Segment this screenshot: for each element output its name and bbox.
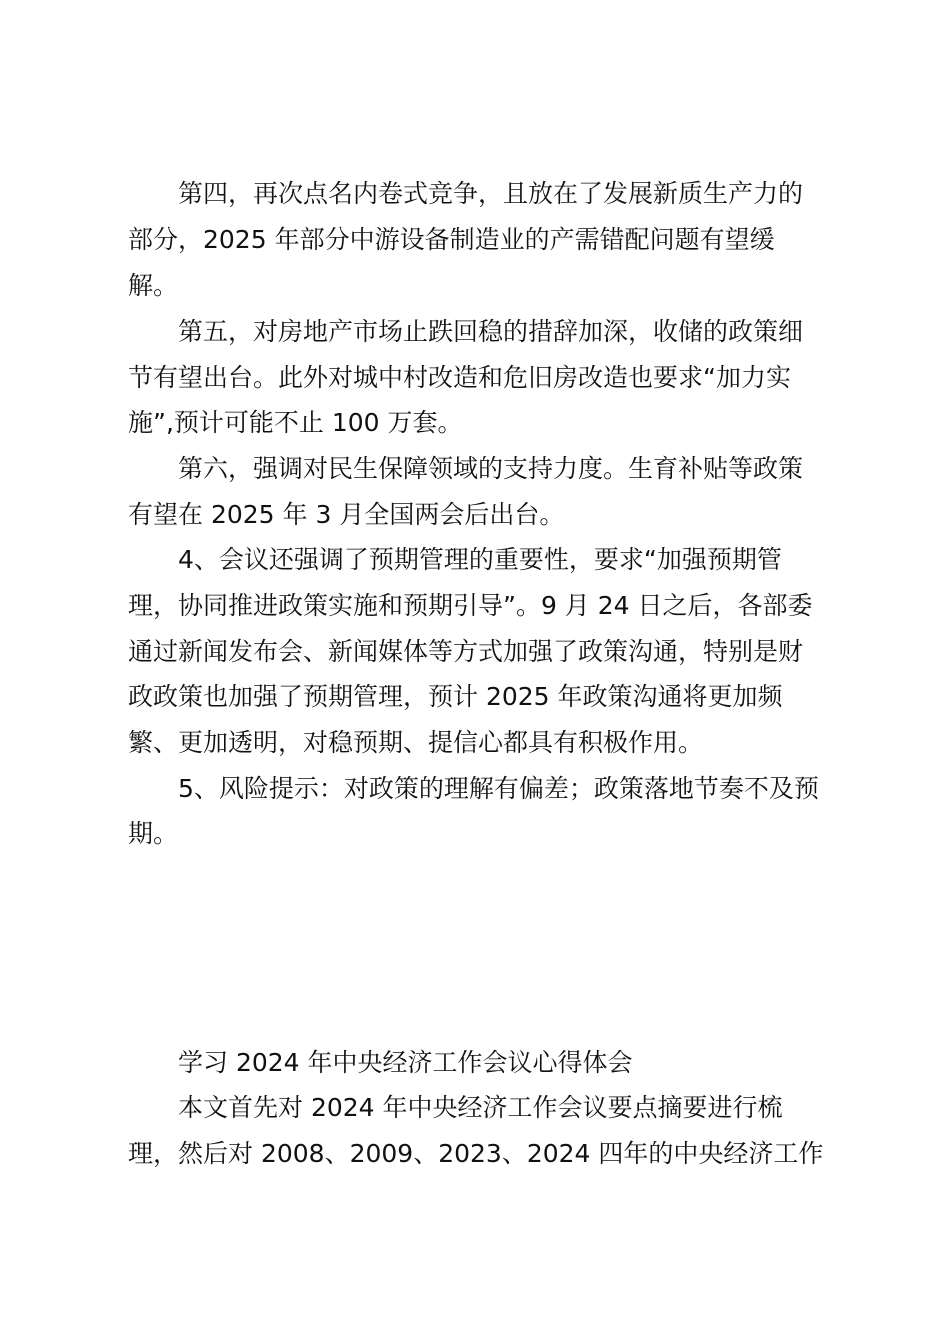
paragraph-6-line-2: 有望在 2025 年 3 月全国两会后出台。 [128, 500, 565, 529]
article-title: 学习 2024 年中央经济工作会议心得体会 [178, 1048, 633, 1077]
section-4-line-4: 政政策也加强了预期管理，预计 2025 年政策沟通将更加频 [128, 682, 783, 711]
paragraph-6-line-1: 第六，强调对民生保障领域的支持力度。生育补贴等政策 [178, 454, 804, 483]
section-5-line-1: 5、风险提示：对政策的理解有偏差；政策落地节奏不及预 [178, 774, 819, 803]
intro-line-2: 理，然后对 2008、2009、2023、2024 四年的中央经济工作 [128, 1139, 824, 1168]
paragraph-5-line-2: 节有望出台。此外对城中村改造和危旧房改造也要求“加力实 [128, 363, 791, 392]
section-4-line-1: 4、会议还强调了预期管理的重要性，要求“加强预期管 [178, 545, 782, 574]
paragraph-5-line-3: 施”,预计可能不止 100 万套。 [128, 408, 463, 437]
section-4-line-2: 理，协同推进政策实施和预期引导”。9 月 24 日之后，各部委 [128, 591, 813, 620]
paragraph-4-line-3: 解。 [128, 271, 179, 300]
section-4-line-3: 通过新闻发布会、新闻媒体等方式加强了政策沟通，特别是财 [128, 637, 804, 666]
paragraph-4-line-2: 部分，2025 年部分中游设备制造业的产需错配问题有望缓 [128, 225, 775, 254]
section-4-line-5: 繁、更加透明，对稳预期、提信心都具有积极作用。 [128, 728, 704, 757]
intro-line-1: 本文首先对 2024 年中央经济工作会议要点摘要进行梳 [178, 1093, 783, 1122]
section-5-line-2: 期。 [128, 819, 179, 848]
paragraph-4-line-1: 第四，再次点名内卷式竞争，且放在了发展新质生产力的 [178, 179, 804, 208]
paragraph-5-line-1: 第五，对房地产市场止跌回稳的措辞加深，收储的政策细 [178, 317, 804, 346]
